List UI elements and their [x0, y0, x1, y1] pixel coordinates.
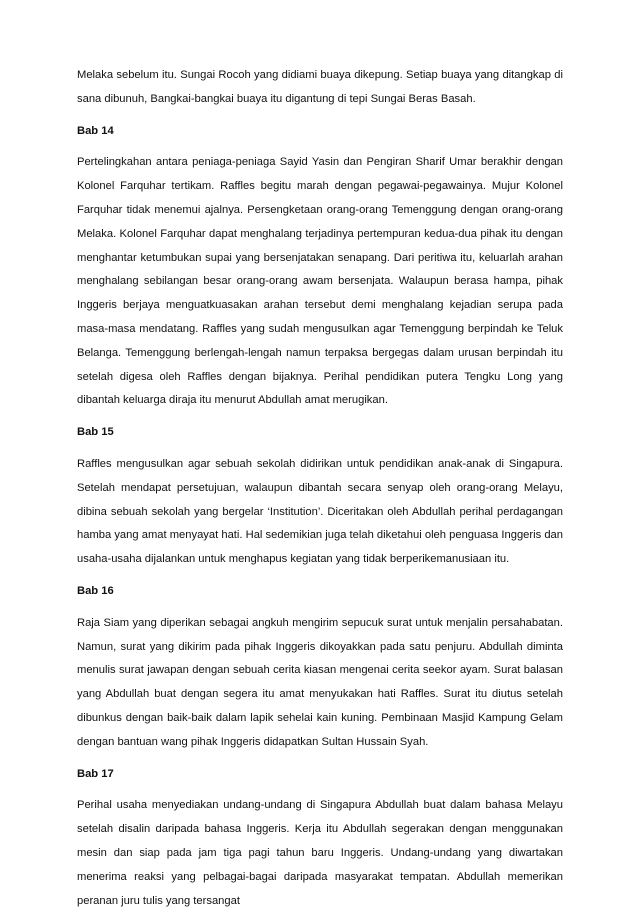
section-heading-bab-14: Bab 14 [77, 124, 114, 137]
section-paragraph-bab-14: Pertelingkahan antara peniaga-peniaga Sayid Yasin dan Pengiran Sharif Umar berakhir dengan Kolonel Farquhar tertikam. Raffles begitu marah dengan pegawai-pegawainya. Mujur Kolonel Farquhar tidak menemui ajalnya. Persengketaan orang-orang Temenggung dengan orang-orang Melaka. Kolonel Farquhar dapat menghalang terjadinya pertempuran kedua-dua pihak itu dengan menghantar ketumbukan supai yang bersenjatakan senapang. Dari peritiwa itu, keluarlah arahan menghalang sebilangan besar orang-orang awam bersenjata. Walaupun berasa hampa, pihak Inggeris berjaya menguatkuasakan arahan tersebut demi menghalang kejadian serupa pada masa-masa mendatang. Raffles yang sudah mengusulkan agar Temenggung berpindah ke Teluk Belanga. Temenggung berlengah-lengah namun terpaksa bergegas dalam urusan berpindah itu setelah digesa oleh Raffles dengan bijaknya. Perihal pendidikan putera Tengku Long yang dibantah keluarga diraja itu menurut Abdullah amat merugikan. [77, 156, 563, 407]
section-paragraph-bab-17: Perihal usaha menyediakan undang-undang di Singapura Abdullah buat dalam bahasa Melayu setelah disalin daripada bahasa Inggeris. Kerja itu Abdullah segerakan dengan menggunakan mesin dan siap pada jam tiga pagi tahun baru Inggeris. Undang-undang yang diwartakan menerima reaksi yang pelbagai-bagai daripada masyarakat tempatan. Abdullah memerikan peranan juru tulis yang tersangat [77, 799, 563, 907]
intro-paragraph: Melaka sebelum itu. Sungai Rocoh yang didiami buaya dikepung. Setiap buaya yang ditangkap di sana dibunuh, Bangkai-bangkai buaya itu digantung di tepi Sungai Beras Basah. [77, 69, 563, 105]
section-paragraph-bab-15: Raffles mengusulkan agar sebuah sekolah didirikan untuk pendidikan anak-anak di Singapura. Setelah mendapat persetujuan, walaupun dibantah secara senyap oleh orang-orang Melayu, dibina sebuah sekolah yang bergelar ‘Institution’. Diceritakan oleh Abdullah perihal perdagangan hamba yang amat menyayat hati. Hal sedemikian juga telah diketahui oleh penguasa Inggeris dan usaha-usaha dijalankan untuk menghapus kegiatan yang tidak berperikemanusiaan itu. [77, 457, 563, 566]
section-paragraph-bab-16: Raja Siam yang diperikan sebagai angkuh mengirim sepucuk surat untuk menjalin persahabatan. Namun, surat yang dikirim pada pihak Inggeris dikoyakkan pada satu penjuru. Abdullah diminta menulis surat jawapan dengan sebuah cerita kiasan mengenai cerita seekor ayam. Surat balasan yang Abdullah buat dengan segera itu amat menyukakan hati Raffles. Surat itu diutus setelah dibunkus dengan baik-baik dalam lapik sehelai kain kuning. Pembinaan Masjid Kampung Gelam dengan bantuan wang pihak Inggeris didapatkan Sultan Hussain Syah. [77, 616, 563, 748]
document-body [77, 64, 563, 913]
section-heading-bab-16: Bab 16 [77, 584, 114, 597]
section-heading-bab-15: Bab 15 [77, 426, 114, 439]
section-heading-bab-17: Bab 17 [77, 767, 114, 780]
